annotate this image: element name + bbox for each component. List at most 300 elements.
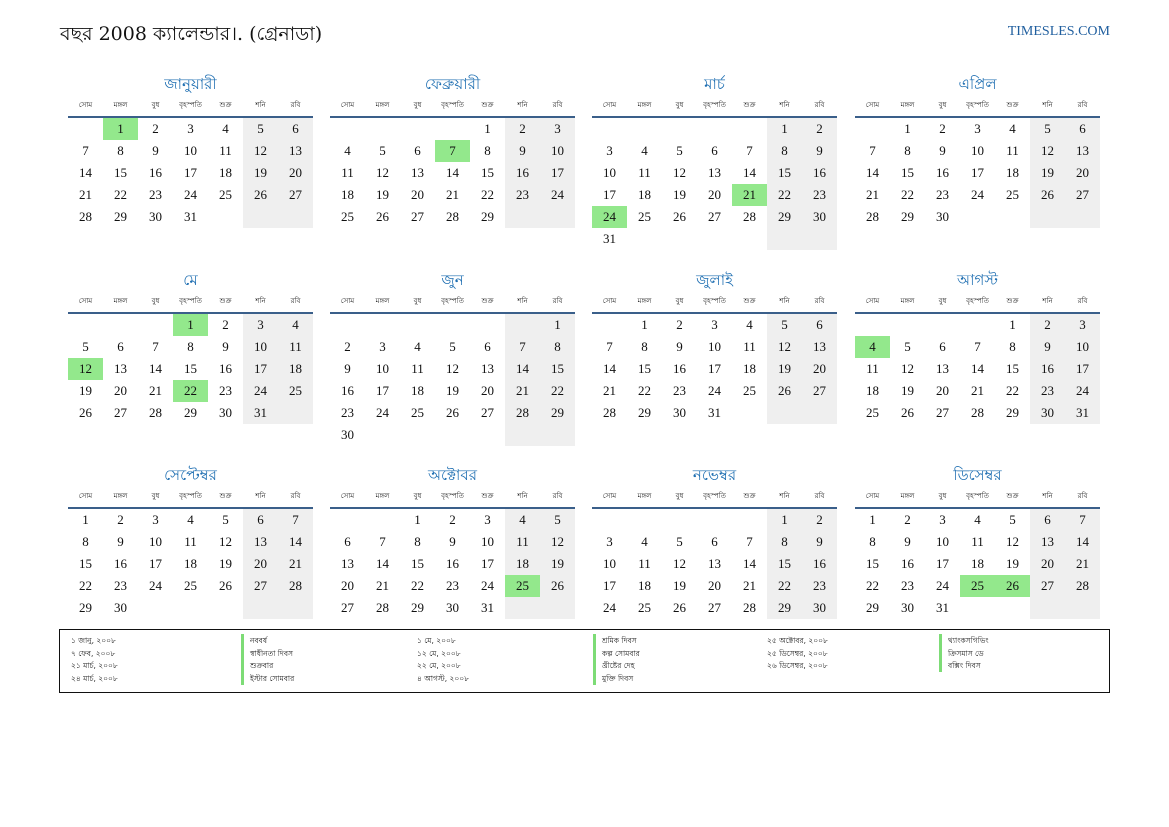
day-cell: 4 xyxy=(278,314,313,336)
weekday-label: বুধ xyxy=(938,297,947,305)
day-cell: 18 xyxy=(184,556,197,571)
day-cell: 26 xyxy=(673,600,686,615)
empty-day-cell xyxy=(697,509,732,531)
day-cell: 3 xyxy=(939,512,946,527)
day-cell: 6 xyxy=(1030,509,1065,531)
day-cell: 17 xyxy=(971,165,984,180)
empty-day-cell xyxy=(767,228,802,250)
day-cell: 20 xyxy=(936,383,949,398)
day-cell: 7 xyxy=(278,509,313,531)
holiday-name: খ্রীষ্টের দেহ xyxy=(593,659,635,672)
week-row xyxy=(330,358,575,380)
empty-day-cell xyxy=(470,314,505,336)
holiday-date: ২২ মে, ২০০৮ xyxy=(417,661,461,670)
week-row xyxy=(855,140,1100,162)
weekday-label: সোম xyxy=(340,492,355,500)
day-cell: 7 xyxy=(505,336,540,358)
day-cell: 24 xyxy=(1065,380,1100,402)
day-cell: 13 xyxy=(802,336,837,358)
day-cell: 12 xyxy=(376,165,389,180)
month-calendar xyxy=(855,465,1100,619)
day-cell: 14 xyxy=(505,358,540,380)
holiday-date: ২৪ মার্চ, ২০০৮ xyxy=(71,673,118,683)
day-cell: 17 xyxy=(603,578,616,593)
month-name: মে xyxy=(183,271,198,289)
week-row xyxy=(68,206,313,228)
day-cell: 29 xyxy=(767,206,802,228)
day-cell: 24 xyxy=(149,578,162,593)
day-cell: 30 xyxy=(1030,402,1065,424)
day-cell: 15 xyxy=(866,556,879,571)
day-cell: 4 xyxy=(505,509,540,531)
day-cell: 16 xyxy=(936,165,949,180)
day-cell: 19 xyxy=(219,556,232,571)
weekday-label: শুক্র xyxy=(481,492,494,500)
day-cell: 19 xyxy=(1006,556,1019,571)
day-cell: 23 xyxy=(1030,380,1065,402)
day-cell: 5 xyxy=(222,512,229,527)
empty-day-cell xyxy=(592,509,627,531)
empty-day-cell xyxy=(470,424,505,446)
day-cell: 16 xyxy=(802,553,837,575)
day-cell: 22 xyxy=(638,383,651,398)
day-cell: 30 xyxy=(802,597,837,619)
day-cell: 12 xyxy=(901,361,914,376)
day-cell: 16 xyxy=(149,165,162,180)
empty-day-cell xyxy=(627,118,662,140)
day-cell: 10 xyxy=(603,165,616,180)
day-cell: 4 xyxy=(344,143,351,158)
weekday-label: বৃহস্পতি xyxy=(966,101,989,109)
empty-day-cell xyxy=(435,424,470,446)
day-cell: 11 xyxy=(219,143,232,158)
weekday-label: মঙ্গল xyxy=(637,101,652,109)
weekday-header xyxy=(592,94,837,118)
day-cell: 26 xyxy=(1030,184,1065,206)
empty-day-cell xyxy=(278,597,313,619)
week-row xyxy=(68,509,313,531)
day-cell: 20 xyxy=(1065,162,1100,184)
empty-day-cell xyxy=(208,206,243,228)
weekday-label: সোম xyxy=(602,297,617,305)
weekday-header xyxy=(330,290,575,314)
day-cell: 31 xyxy=(481,600,494,615)
weekday-label: বৃহস্পতি xyxy=(441,297,464,305)
week-row xyxy=(330,509,575,531)
day-cell: 1 xyxy=(82,512,89,527)
empty-day-cell xyxy=(662,228,697,250)
empty-day-cell xyxy=(400,424,435,446)
day-cell: 19 xyxy=(673,578,686,593)
week-row xyxy=(855,531,1100,553)
weekday-label: মঙ্গল xyxy=(900,492,915,500)
day-cell: 20 xyxy=(243,553,278,575)
day-cell: 4 xyxy=(414,339,421,354)
weekday-label: রবি xyxy=(814,101,825,109)
weekday-label: বুধ xyxy=(413,297,422,305)
day-cell: 9 xyxy=(117,534,124,549)
day-cell: 30 xyxy=(802,206,837,228)
day-cell: 6 xyxy=(939,339,946,354)
day-cell: 11 xyxy=(971,534,984,549)
weekday-header xyxy=(592,290,837,314)
day-cell: 25 xyxy=(866,405,879,420)
day-cell: 27 xyxy=(936,405,949,420)
week-row xyxy=(330,575,575,597)
week-row xyxy=(68,597,313,619)
week-row xyxy=(330,184,575,206)
day-cell: 3 xyxy=(606,143,613,158)
day-cell: 22 xyxy=(767,184,802,206)
month-name: অক্টোবর xyxy=(427,466,478,484)
day-cell: 19 xyxy=(446,383,459,398)
day-cell: 17 xyxy=(540,162,575,184)
week-row xyxy=(330,531,575,553)
day-cell: 13 xyxy=(341,556,354,571)
weekday-header xyxy=(855,290,1100,314)
weekday-label: শুক্র xyxy=(743,492,756,500)
day-cell: 18 xyxy=(866,383,879,398)
day-cell: 22 xyxy=(540,380,575,402)
weekday-label: বৃহস্পতি xyxy=(179,101,202,109)
day-cell: 17 xyxy=(603,187,616,202)
day-cell: 13 xyxy=(1065,140,1100,162)
empty-day-cell xyxy=(138,314,173,336)
day-cell: 2 xyxy=(117,512,124,527)
week-row xyxy=(855,597,1100,619)
day-cell: 14 xyxy=(446,165,459,180)
month-name: জুলাই xyxy=(696,271,733,289)
day-cell: 27 xyxy=(278,184,313,206)
weekday-label: বৃহস্পতি xyxy=(179,492,202,500)
empty-day-cell xyxy=(697,228,732,250)
day-cell: 23 xyxy=(901,578,914,593)
weekday-label: শনি xyxy=(517,492,528,500)
day-cell: 18 xyxy=(341,187,354,202)
day-cell: 14 xyxy=(79,165,92,180)
day-cell: 18 xyxy=(411,383,424,398)
day-cell: 6 xyxy=(802,314,837,336)
day-cell: 15 xyxy=(114,165,127,180)
weekday-label: সোম xyxy=(602,492,617,500)
day-cell: 27 xyxy=(1030,575,1065,597)
weekday-label: বৃহস্পতি xyxy=(179,297,202,305)
month-calendar xyxy=(855,74,1100,228)
day-cell: 4 xyxy=(746,317,753,332)
day-cell: 6 xyxy=(117,339,124,354)
month-calendar xyxy=(68,465,313,619)
day-cell: 12 xyxy=(540,531,575,553)
week-row xyxy=(592,140,837,162)
empty-day-cell xyxy=(662,509,697,531)
day-cell: 24 xyxy=(936,578,949,593)
week-row xyxy=(68,118,313,140)
day-cell: 21 xyxy=(505,380,540,402)
day-cell: 9 xyxy=(449,534,456,549)
weekday-label: বুধ xyxy=(938,101,947,109)
empty-day-cell xyxy=(435,314,470,336)
month-name: নভেম্বর xyxy=(692,466,737,484)
weekday-label: শুক্র xyxy=(1006,492,1019,500)
day-cell: 7 xyxy=(152,339,159,354)
day-cell: 23 xyxy=(936,187,949,202)
day-cell: 3 xyxy=(243,314,278,336)
day-cell: 6 xyxy=(278,118,313,140)
day-cell: 18 xyxy=(1006,165,1019,180)
week-row xyxy=(592,358,837,380)
day-cell: 15 xyxy=(481,165,494,180)
weekday-label: সোম xyxy=(865,101,880,109)
day-cell: 9 xyxy=(802,531,837,553)
holiday-date: ২১ মার্চ, ২০০৮ xyxy=(71,661,118,670)
day-cell: 1 xyxy=(173,314,208,336)
day-cell: 8 xyxy=(869,534,876,549)
weekday-label: বৃহস্পতি xyxy=(966,297,989,305)
day-cell: 3 xyxy=(187,121,194,136)
holiday-date: ২৬ ডিসেম্বর, ২০০৮ xyxy=(767,661,828,670)
empty-day-cell xyxy=(540,597,575,619)
day-cell: 4 xyxy=(222,121,229,136)
day-cell: 25 xyxy=(184,578,197,593)
day-cell: 23 xyxy=(149,187,162,202)
day-cell: 10 xyxy=(243,336,278,358)
day-cell: 29 xyxy=(79,600,92,615)
day-cell: 1 xyxy=(1009,317,1016,332)
day-cell: 15 xyxy=(638,361,651,376)
day-cell: 22 xyxy=(1006,383,1019,398)
weekday-label: মঙ্গল xyxy=(375,101,390,109)
week-row xyxy=(855,118,1100,140)
empty-day-cell xyxy=(540,424,575,446)
weekday-label: মঙ্গল xyxy=(900,101,915,109)
day-cell: 24 xyxy=(481,578,494,593)
day-cell: 24 xyxy=(971,187,984,202)
day-cell: 27 xyxy=(411,209,424,224)
empty-day-cell xyxy=(365,509,400,531)
day-cell: 9 xyxy=(344,361,351,376)
week-row xyxy=(855,509,1100,531)
day-cell: 8 xyxy=(540,336,575,358)
day-cell: 17 xyxy=(1065,358,1100,380)
day-cell: 23 xyxy=(114,578,127,593)
empty-day-cell xyxy=(697,118,732,140)
weekday-label: বুধ xyxy=(151,297,160,305)
day-cell: 22 xyxy=(114,187,127,202)
week-row xyxy=(592,575,837,597)
day-cell: 9 xyxy=(222,339,229,354)
empty-day-cell xyxy=(960,314,995,336)
week-row xyxy=(592,314,837,336)
day-cell: 31 xyxy=(936,600,949,615)
day-cell: 27 xyxy=(802,380,837,402)
empty-day-cell xyxy=(365,314,400,336)
month-calendar xyxy=(68,74,313,228)
day-cell: 4 xyxy=(187,512,194,527)
day-cell: 3 xyxy=(606,534,613,549)
day-cell: 22 xyxy=(411,578,424,593)
weekday-label: মঙ্গল xyxy=(113,492,128,500)
day-cell: 17 xyxy=(243,358,278,380)
day-cell: 19 xyxy=(1030,162,1065,184)
day-cell: 11 xyxy=(505,531,540,553)
week-row xyxy=(855,575,1100,597)
week-row xyxy=(855,162,1100,184)
day-cell: 2 xyxy=(152,121,159,136)
holiday-name: বক্সিং দিবস xyxy=(939,659,981,672)
day-cell: 23 xyxy=(219,383,232,398)
holiday-name: স্বাধীনতা দিবস xyxy=(241,647,293,660)
weekday-label: শনি xyxy=(255,297,266,305)
month-name: মার্চ xyxy=(704,75,725,93)
day-cell: 6 xyxy=(243,509,278,531)
weekday-header xyxy=(330,94,575,118)
day-cell: 5 xyxy=(1009,512,1016,527)
day-cell: 16 xyxy=(1030,358,1065,380)
day-cell: 19 xyxy=(901,383,914,398)
day-cell: 16 xyxy=(673,361,686,376)
day-cell: 4 xyxy=(641,143,648,158)
weekday-label: সোম xyxy=(78,297,93,305)
day-cell: 11 xyxy=(341,165,354,180)
site-link[interactable]: TIMESLES.COM xyxy=(1007,24,1110,39)
week-row xyxy=(855,336,1100,358)
day-cell: 23 xyxy=(446,578,459,593)
day-cell: 30 xyxy=(673,405,686,420)
day-cell: 15 xyxy=(79,556,92,571)
holiday-name: শ্রমিক দিবস xyxy=(593,634,637,647)
weekday-label: মঙ্গল xyxy=(113,297,128,305)
day-cell: 18 xyxy=(743,361,756,376)
day-cell: 31 xyxy=(243,402,278,424)
month-name: এপ্রিল xyxy=(958,75,997,93)
day-cell: 15 xyxy=(540,358,575,380)
empty-day-cell xyxy=(208,597,243,619)
day-cell: 18 xyxy=(219,165,232,180)
day-cell: 9 xyxy=(939,143,946,158)
day-cell: 8 xyxy=(82,534,89,549)
empty-day-cell xyxy=(732,402,767,424)
holiday-name: থ্যাংকসগিভিং xyxy=(939,634,989,647)
day-cell: 25 xyxy=(638,209,651,224)
day-cell: 17 xyxy=(936,556,949,571)
day-cell: 22 xyxy=(173,380,208,402)
day-cell: 10 xyxy=(971,143,984,158)
weekday-label: শুক্র xyxy=(1006,101,1019,109)
weekday-label: রবি xyxy=(1077,492,1088,500)
day-cell: 17 xyxy=(481,556,494,571)
day-cell: 12 xyxy=(446,361,459,376)
day-cell: 16 xyxy=(505,162,540,184)
day-cell: 28 xyxy=(971,405,984,420)
day-cell: 28 xyxy=(603,405,616,420)
week-row xyxy=(855,184,1100,206)
day-cell: 26 xyxy=(446,405,459,420)
day-cell: 28 xyxy=(866,209,879,224)
weekday-label: সোম xyxy=(340,101,355,109)
day-cell: 28 xyxy=(446,209,459,224)
day-cell: 11 xyxy=(743,339,756,354)
day-cell: 21 xyxy=(866,187,879,202)
empty-day-cell xyxy=(138,597,173,619)
day-cell: 26 xyxy=(219,578,232,593)
day-cell: 20 xyxy=(278,162,313,184)
day-cell: 6 xyxy=(711,143,718,158)
month-name: ফেব্রুয়ারী xyxy=(424,75,481,93)
day-cell: 30 xyxy=(341,427,354,442)
weekday-label: রবি xyxy=(814,492,825,500)
day-cell: 29 xyxy=(638,405,651,420)
week-row xyxy=(330,162,575,184)
weekday-label: রবি xyxy=(552,297,563,305)
month-name: জানুয়ারী xyxy=(164,75,217,93)
day-cell: 10 xyxy=(708,339,721,354)
day-cell: 28 xyxy=(149,405,162,420)
day-cell: 23 xyxy=(673,383,686,398)
empty-day-cell xyxy=(505,314,540,336)
weekday-label: মঙ্গল xyxy=(637,492,652,500)
day-cell: 23 xyxy=(341,405,354,420)
day-cell: 13 xyxy=(1030,531,1065,553)
empty-day-cell xyxy=(68,118,103,140)
day-cell: 3 xyxy=(152,512,159,527)
day-cell: 23 xyxy=(802,575,837,597)
empty-day-cell xyxy=(365,118,400,140)
day-cell: 19 xyxy=(243,162,278,184)
empty-day-cell xyxy=(400,314,435,336)
empty-day-cell xyxy=(540,206,575,228)
day-cell: 18 xyxy=(505,553,540,575)
day-cell: 29 xyxy=(411,600,424,615)
day-cell: 4 xyxy=(974,512,981,527)
day-cell: 7 xyxy=(746,534,753,549)
weekday-label: শুক্র xyxy=(219,297,232,305)
weekday-label: সোম xyxy=(78,492,93,500)
week-row xyxy=(330,402,575,424)
empty-day-cell xyxy=(1065,597,1100,619)
day-cell: 10 xyxy=(936,534,949,549)
month-name: জুন xyxy=(441,271,464,289)
day-cell: 28 xyxy=(278,575,313,597)
week-row xyxy=(68,162,313,184)
day-cell: 5 xyxy=(243,118,278,140)
day-cell: 12 xyxy=(1030,140,1065,162)
day-cell: 15 xyxy=(1006,361,1019,376)
day-cell: 6 xyxy=(344,534,351,549)
day-cell: 20 xyxy=(481,383,494,398)
weekday-label: রবি xyxy=(552,492,563,500)
day-cell: 11 xyxy=(638,165,651,180)
day-cell: 21 xyxy=(446,187,459,202)
month-calendar xyxy=(592,270,837,424)
day-cell: 7 xyxy=(435,140,470,162)
weekday-label: রবি xyxy=(1077,297,1088,305)
empty-day-cell xyxy=(1030,597,1065,619)
day-cell: 24 xyxy=(603,600,616,615)
day-cell: 21 xyxy=(149,383,162,398)
weekday-header xyxy=(592,485,837,509)
day-cell: 7 xyxy=(974,339,981,354)
weekday-label: বুধ xyxy=(413,101,422,109)
day-cell: 25 xyxy=(411,405,424,420)
day-cell: 23 xyxy=(802,184,837,206)
day-cell: 5 xyxy=(82,339,89,354)
day-cell: 6 xyxy=(1065,118,1100,140)
day-cell: 10 xyxy=(540,140,575,162)
day-cell: 2 xyxy=(449,512,456,527)
day-cell: 27 xyxy=(341,600,354,615)
day-cell: 10 xyxy=(603,556,616,571)
day-cell: 28 xyxy=(79,209,92,224)
